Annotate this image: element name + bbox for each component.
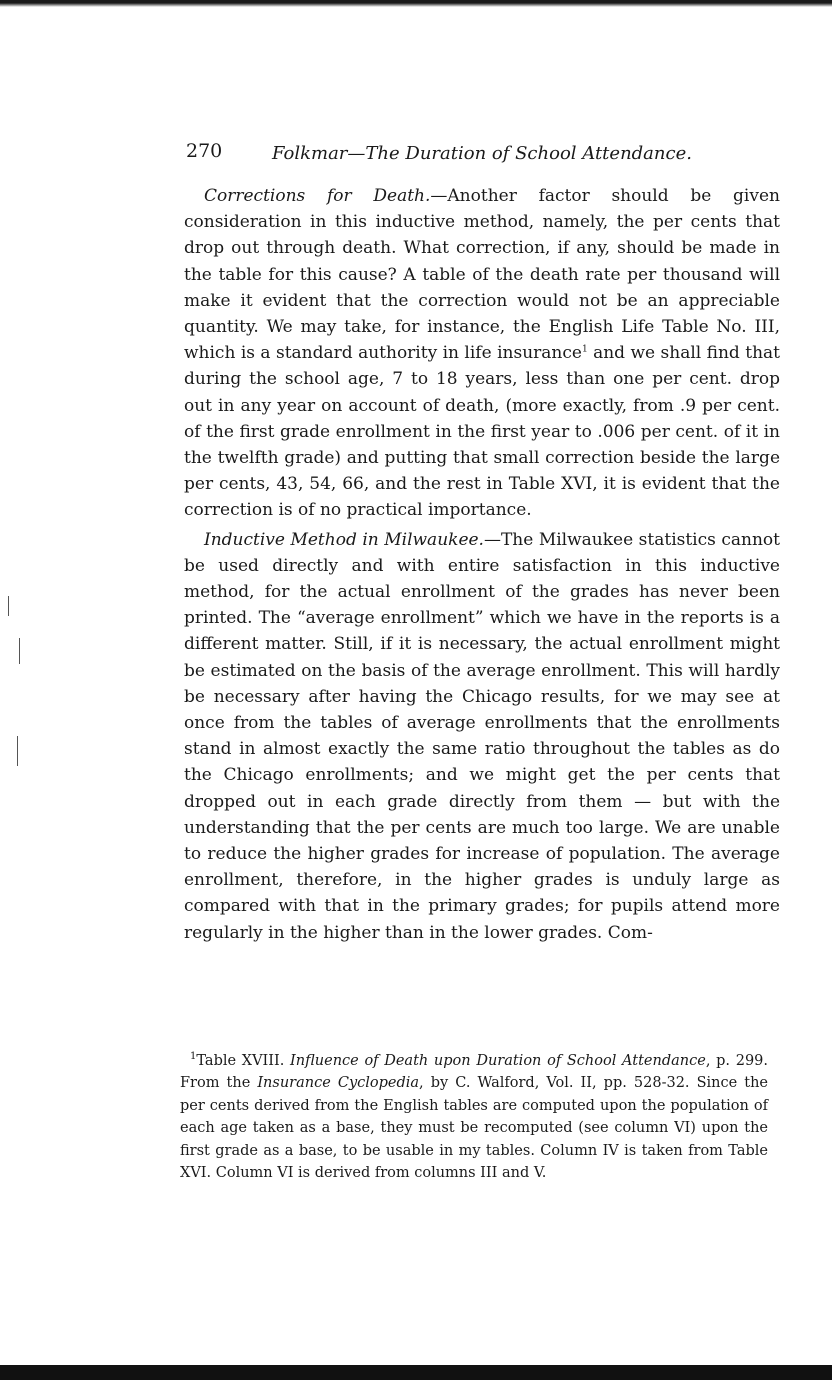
footnote-marker: 1 [190, 1051, 197, 1063]
scan-margin-mark [19, 638, 20, 664]
scan-margin-mark [8, 596, 9, 616]
section-heading-inductive-method-milwaukee: Inductive Method in Milwaukee. [204, 529, 484, 550]
body-text [184, 183, 780, 946]
footnote-text: , p. 299. From the [180, 1053, 768, 1092]
footnote-text: , by C. Walford, Vol. II, pp. 528-32. Since the per cents derived from the English tables are computed upon the population of each age taken as a base, they must be recomputed (see column VI) upon the first grade as a base, to be usable in my tables. Column IV is taken from Table XVI. Column VI is derived from columns III and V. [180, 1075, 768, 1182]
scan-bottom-edge [0, 1365, 832, 1380]
page-header [186, 140, 706, 170]
footnote-reference: 1 [581, 344, 588, 355]
page-number: 270 [186, 140, 223, 162]
paragraph-text: —Another factor should be given consideration in this inductive method, namely, the per cents that drop out through death. What correction, if any, should be made in the table for this cause? A table of the death rate per thousand will make it evident that the correction would not be an appreciable quantity. We may take, for instance, the English Life Table No. III, which is a standard authority in life insurance [184, 186, 780, 364]
scan-top-edge [0, 0, 832, 7]
scan-margin-mark [17, 736, 18, 766]
footnote-block [180, 1050, 768, 1184]
running-title: Folkmar—The Duration of School Attendance. [272, 143, 692, 164]
paragraph-corrections-for-death [184, 183, 780, 524]
paragraph-inductive-method-milwaukee [184, 527, 780, 946]
section-heading-corrections-for-death: Corrections for Death. [204, 186, 431, 206]
footnote-text: Table XVIII. [196, 1053, 291, 1069]
paragraph-text: —The Milwaukee statistics cannot be used directly and with entire satisfaction in this inductive method, for the actual enrollment of the grades has never been printed. The “average enrollment” which we have in the reports is a different matter. Still, if it is necessary, the actual enrollment might be estimated on the basis of the average enrollment. This will hardly be necessary after having the Chicago results, for we may see at once from the tables of average enrollments that the enrollments stand in almost exactly the same ratio throughout the tables as do the Chicago enrollments; and we might get the per cents that dropped out in each grade directly from them — but with the understanding that the per cents are much too large. We are unable to reduce the higher grades for increase of population. The average enrollment, therefore, in the higher grades is unduly large as compared with that in the primary grades; for pupils attend more regularly in the higher than in the lower grades. Com- [184, 529, 780, 943]
footnote-table-title: Influence of Death upon Duration of School Attendance [290, 1053, 706, 1069]
footnote-source-title: Insurance Cyclopedia [257, 1075, 420, 1092]
paragraph-text: and we shall find that during the school age, 7 to 18 years, less than one per cent. drop out in any year on account of death, (more exactly, from .9 per cent. of the first grade enrollment in the first year to .006 per cent. of it in the twelfth grade) and putting that small correction beside the large per cents, 43, 54, 66, and the rest in Table XVI, it is evident that the correction is of no practical importance. [184, 343, 780, 521]
footnote [180, 1050, 768, 1184]
